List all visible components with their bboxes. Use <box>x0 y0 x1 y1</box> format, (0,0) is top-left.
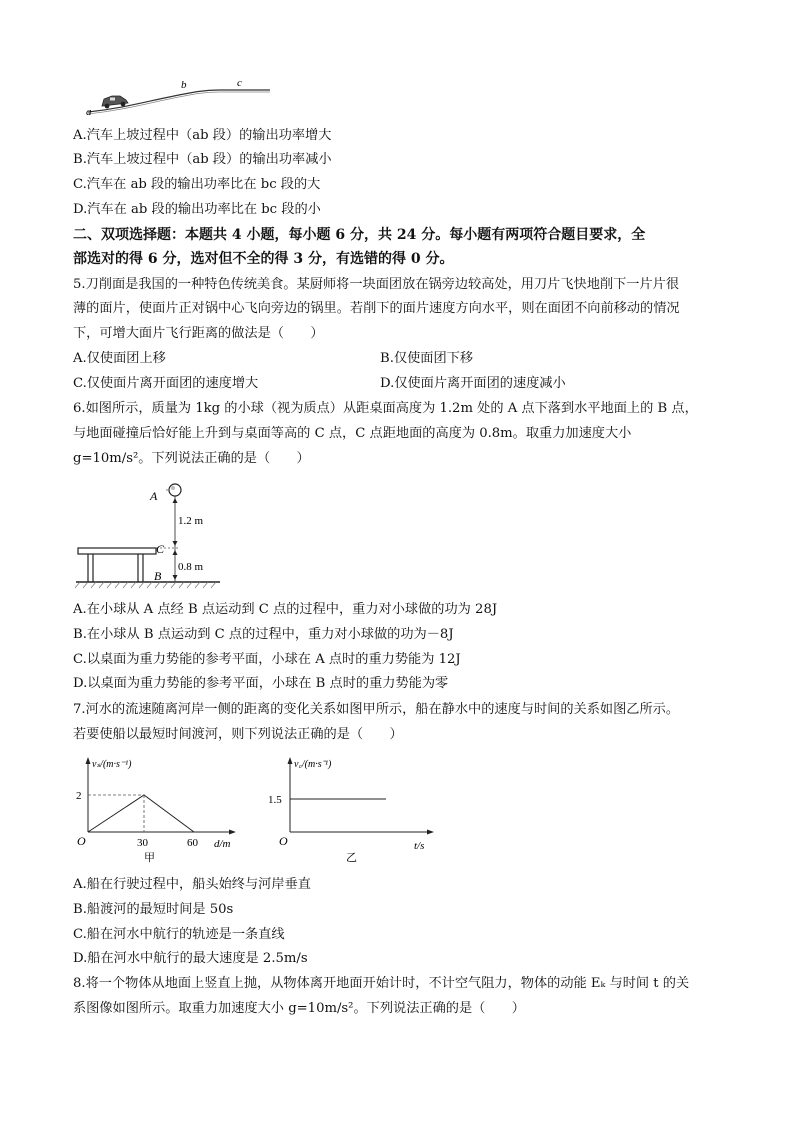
graph-yi-xlabel: t/s <box>414 840 425 852</box>
q5-option-a: A.仅使面团上移 <box>73 351 166 366</box>
graph-jia-ytick: 2 <box>76 790 82 802</box>
q7-option-a: A.船在行驶过程中，船头始终与河岸垂直 <box>73 877 311 892</box>
graph-yi <box>264 753 440 867</box>
graph-yi-ytick: 1.5 <box>268 794 282 806</box>
hill-car-figure <box>84 72 274 116</box>
ball-icon <box>169 484 181 496</box>
ball-table-figure <box>74 478 224 592</box>
q7-stem-line1: 7.河水的流速随离河岸一侧的距离的变化关系如图甲所示，船在静水中的速度与时间的关系如图乙所示。 <box>73 702 680 717</box>
q7-option-c: C.船在河水中航行的轨迹是一条直线 <box>73 927 285 942</box>
graph-jia-xlabel: d/m <box>214 838 231 850</box>
q5-stem-line3: 下，可增大面片飞行距离的做法是（ ） <box>73 326 324 341</box>
q4-option-a: A.汽车上坡过程中（ab 段）的输出功率增大 <box>73 128 332 143</box>
q5-stem-line1: 5.刀削面是我国的一种特色传统美食。某厨师将一块面团放在锅旁边较高处，用刀片飞快地削下一片片很 <box>73 277 680 292</box>
q4-option-c: C.汽车在 ab 段的输出功率比在 bc 段的大 <box>73 177 321 192</box>
graph-jia-xtick-60: 60 <box>187 837 198 849</box>
graph-jia <box>74 753 244 867</box>
graph-yi-caption: 乙 <box>346 852 357 864</box>
q4-option-d: D.汽车在 ab 段的输出功率比在 bc 段的小 <box>73 202 321 217</box>
height-label-0-8m: 0.8 m <box>178 561 204 573</box>
q7-stem-line2: 若要使船以最短时间渡河，则下列说法正确的是（ ） <box>73 727 403 742</box>
table-shape <box>78 548 156 582</box>
q8-stem-line2: 系图像如图所示。取重力加速度大小 g=10m/s²。下列说法正确的是（ ） <box>73 1001 525 1016</box>
height-label-1-2m: 1.2 m <box>178 515 204 527</box>
label-point-b: B <box>154 569 162 583</box>
graph-yi-ylabel: v꜀/(m·s⁻¹) <box>294 759 332 770</box>
graph-yi-origin: O <box>279 834 288 848</box>
label-b: b <box>181 79 187 91</box>
q7-option-b: B.船渡河的最短时间是 50s <box>73 902 234 917</box>
graph-jia-ylabel: vₛ/(m·s⁻¹) <box>92 759 132 770</box>
q6-option-a: A.在小球从 A 点经 B 点运动到 C 点的过程中，重力对小球做的功为 28J <box>73 602 498 617</box>
section2-header-line2: 部选对的得 6 分，选对但不全的得 3 分，有选错的得 0 分。 <box>73 251 454 267</box>
q6-stem-line2: 与地面碰撞后恰好能上升到与桌面等高的 C 点，C 点距地面的高度为 0.8m。取重力加速度大小 <box>73 426 632 441</box>
label-point-a: A <box>150 489 158 503</box>
q5-option-c: C.仅使面片离开面团的速度增大 <box>73 376 259 391</box>
flow-speed-line <box>88 795 194 832</box>
q4-option-b: B.汽车上坡过程中（ab 段）的输出功率减小 <box>73 152 332 167</box>
q8-stem-line1: 8.将一个物体从地面上竖直上抛，从物体离开地面开始计时，不计空气阻力，物体的动能 Eₖ 与时间 t 的关 <box>73 976 690 991</box>
label-a: a <box>86 106 92 116</box>
q5-option-d: D.仅使面片离开面团的速度减小 <box>380 376 566 391</box>
q6-option-d: D.以桌面为重力势能的参考平面，小球在 B 点时的重力势能为零 <box>73 676 449 691</box>
q6-option-b: B.在小球从 B 点运动到 C 点的过程中，重力对小球做的功为－8J <box>73 627 454 642</box>
section2-header-line1: 二、双项选择题：本题共 4 小题，每小题 6 分，共 24 分。每小题有两项符合题目要求，全 <box>73 227 646 243</box>
graph-jia-caption: 甲 <box>144 852 155 864</box>
graph-jia-xtick-30: 30 <box>137 837 148 849</box>
q6-stem-line1: 6.如图所示，质量为 1kg 的小球（视为质点）从距桌面高度为 1.2m 处的 A 点下落到水平地面上的 B 点， <box>73 401 698 416</box>
graph-jia-origin: O <box>77 834 86 848</box>
q6-option-c: C.以桌面为重力势能的参考平面，小球在 A 点时的重力势能为 12J <box>73 652 461 667</box>
q5-option-b: B.仅使面团下移 <box>380 351 474 366</box>
q7-option-d: D.船在河水中航行的最大速度是 2.5m/s <box>73 951 308 966</box>
label-c: c <box>237 77 242 89</box>
q5-stem-line2: 薄的面片，使面片正对锅中心飞向旁边的锅里。若削下的面片速度方向水平，则在面团不向前移动的情况 <box>73 301 680 316</box>
label-point-c: C <box>156 542 165 556</box>
q6-stem-line3: g=10m/s²。下列说法正确的是（ ） <box>73 451 310 466</box>
